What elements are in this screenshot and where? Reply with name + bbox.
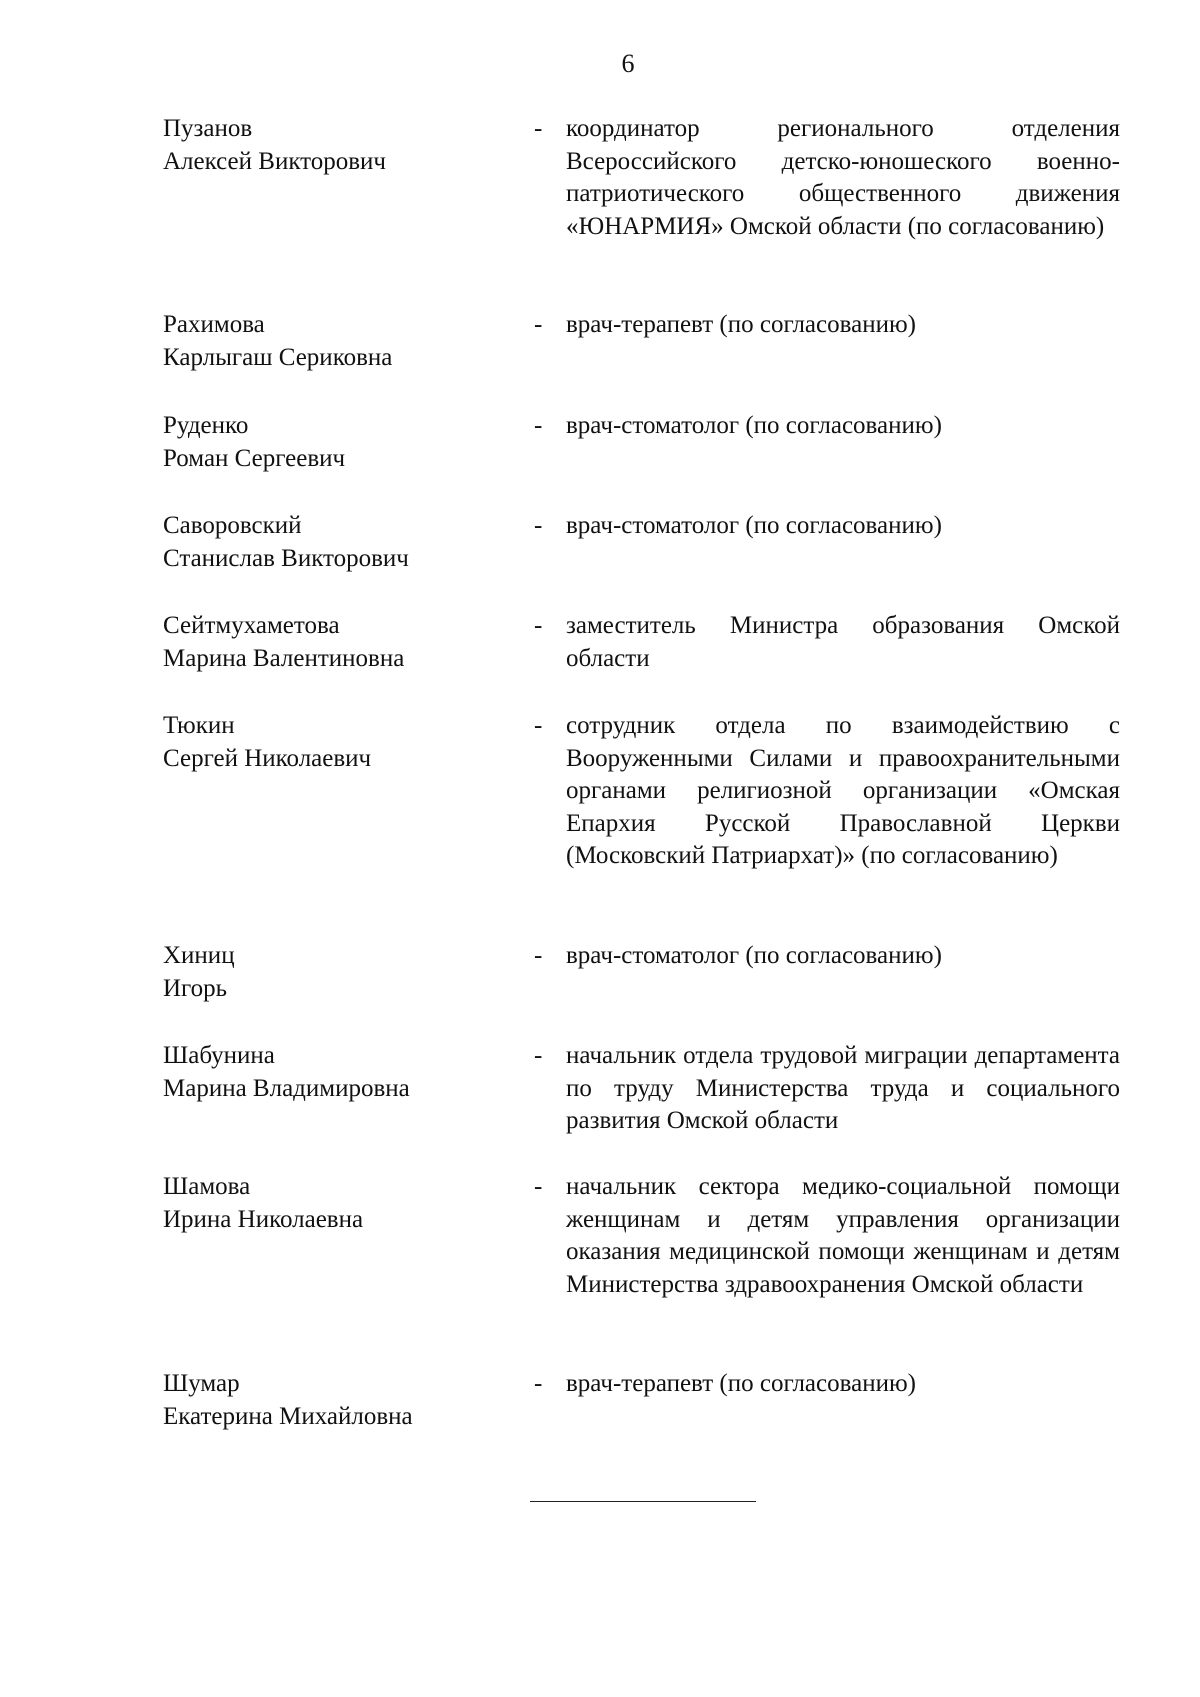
dash-separator: - [534, 512, 543, 539]
member-name [163, 410, 503, 475]
member-role: врач-стоматолог (по согласованию) [566, 512, 942, 539]
member-name [163, 610, 503, 675]
dash-separator: - [534, 612, 543, 639]
member-name [163, 113, 503, 178]
member-given-names: Игорь [163, 974, 228, 1002]
member-surname: Шамова [163, 1173, 251, 1200]
member-surname: Руденко [163, 412, 249, 439]
member-surname: Пузанов [163, 115, 253, 142]
member-surname: Шабунина [163, 1042, 275, 1069]
member-role: начальник сектора медико-социальной помощи женщинам и детям управления организации оказания медицинской помощи женщинам и детям Министерства здравоохранения Омской области [566, 1173, 1120, 1298]
member-role: врач-терапевт (по согласованию) [566, 311, 916, 338]
member-given-names: Марина Валентиновна [163, 644, 405, 672]
member-surname: Тюкин [163, 712, 235, 739]
member-role: заместитель Министра образования Омской области [566, 612, 1120, 672]
member-given-names: Сергей Николаевич [163, 744, 372, 772]
dash-separator: - [534, 1042, 543, 1069]
member-name [163, 710, 503, 775]
dash-separator: - [534, 1173, 543, 1200]
dash-separator: - [534, 942, 543, 969]
member-role: сотрудник отдела по взаимодействию с Вооруженными Силами и правоохранительными органами религиозной организации «Омская Епархия Русской Православной Церкви (Московский Патриархат)» (по согласованию) [566, 712, 1120, 869]
dash-separator: - [534, 311, 543, 338]
member-surname: Шумар [163, 1370, 240, 1397]
member-name [163, 309, 503, 374]
member-name [163, 1040, 503, 1105]
dash-separator: - [534, 115, 543, 142]
member-surname: Рахимова [163, 311, 265, 338]
member-role: врач-терапевт (по согласованию) [566, 1370, 916, 1397]
member-name [163, 510, 503, 575]
member-role: начальник отдела трудовой миграции департамента по труду Министерства труда и социального развития Омской области [566, 1042, 1120, 1134]
member-role: врач-стоматолог (по согласованию) [566, 412, 942, 439]
member-name [163, 940, 503, 1005]
member-surname: Саворовский [163, 512, 302, 539]
member-given-names: Алексей Викторович [163, 147, 386, 175]
member-given-names: Станислав Викторович [163, 544, 409, 572]
member-given-names: Ирина Николаевна [163, 1205, 364, 1233]
dash-separator: - [534, 412, 543, 439]
member-name [163, 1368, 503, 1433]
member-given-names: Роман Сергеевич [163, 444, 346, 472]
member-given-names: Карлыгаш Сериковна [163, 343, 393, 371]
member-given-names: Екатерина Михайловна [163, 1402, 413, 1430]
member-name [163, 1171, 503, 1236]
member-surname: Сейтмухаметова [163, 612, 340, 639]
member-role: координатор регионального отделения Всероссийского детско-юношеского военно-патриотического общественного движения «ЮНАРМИЯ» Омской области (по согласованию) [566, 115, 1120, 240]
dash-separator: - [534, 1370, 543, 1397]
closing-rule [530, 1501, 756, 1502]
page-number: 6 [621, 49, 635, 78]
member-role: врач-стоматолог (по согласованию) [566, 942, 942, 969]
member-surname: Хиниц [163, 942, 235, 969]
dash-separator: - [534, 712, 543, 739]
member-given-names: Марина Владимировна [163, 1074, 410, 1102]
